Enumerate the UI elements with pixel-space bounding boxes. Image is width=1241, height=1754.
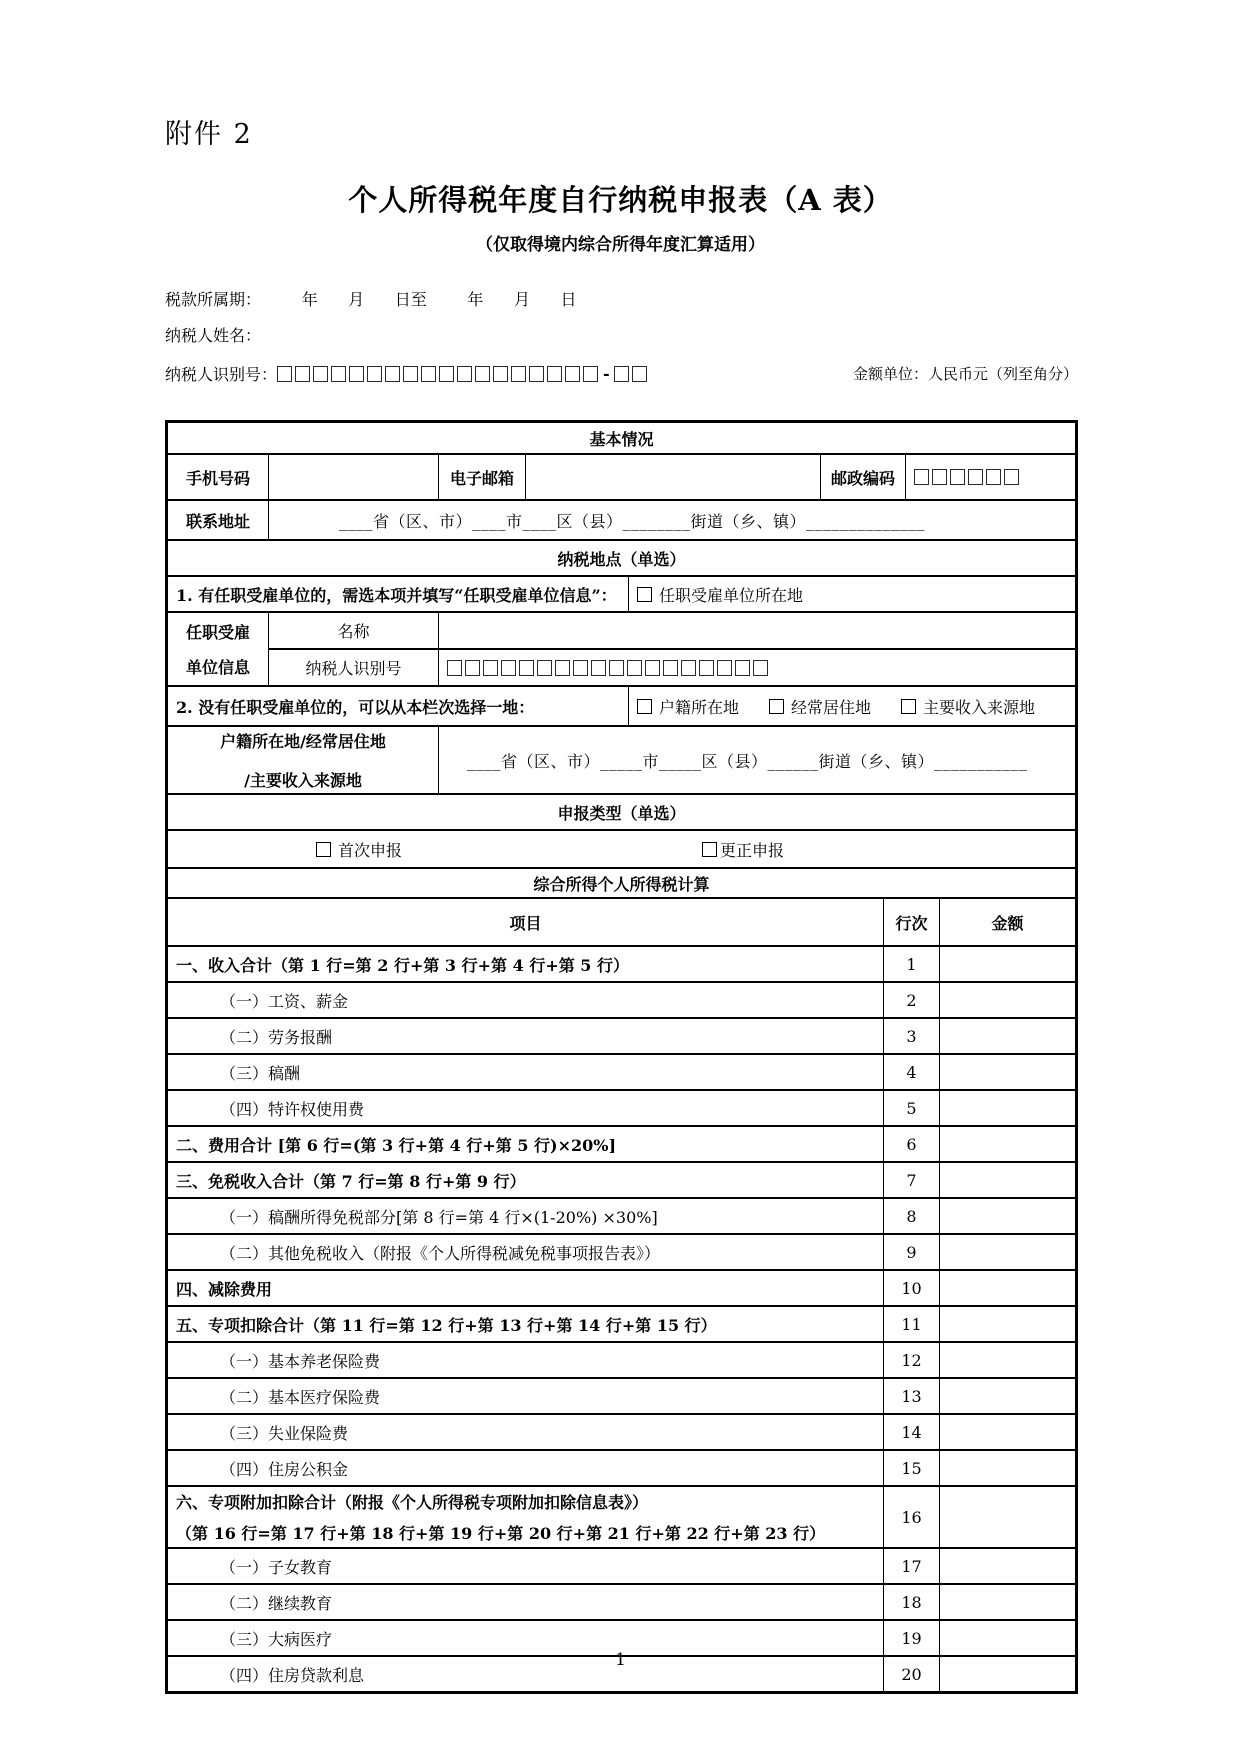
calc-item-11: 五、专项扣除合计（第 11 行=第 12 行+第 13 行+第 14 行+第 15 行） bbox=[176, 1315, 717, 1335]
calc-line-number-6: 6 bbox=[883, 1127, 939, 1161]
calc-line-number-4: 4 bbox=[883, 1055, 939, 1089]
digit-box[interactable] bbox=[609, 660, 624, 676]
employer-location-label: 任职受雇单位所在地 bbox=[659, 585, 804, 605]
calc-item-8: （一）稿酬所得免税部分[第 8 行=第 4 行×(1-20%) ×30%] bbox=[220, 1207, 658, 1227]
calc-amount-field-16[interactable] bbox=[939, 1487, 1075, 1547]
calc-line-number-3: 3 bbox=[883, 1019, 939, 1053]
employer-info-label-line1: 任职受雇 bbox=[185, 623, 250, 642]
digit-box[interactable] bbox=[645, 660, 660, 676]
calc-row-1 bbox=[168, 945, 1075, 981]
calc-row-10 bbox=[168, 1269, 1075, 1305]
calc-line-number-16: 16 bbox=[883, 1487, 939, 1547]
digit-box[interactable] bbox=[313, 366, 328, 382]
tax-location-option2-row bbox=[168, 685, 1075, 725]
digit-box[interactable] bbox=[295, 366, 310, 382]
digit-box[interactable] bbox=[583, 366, 598, 382]
address-field[interactable]: ____省（区、市）____市____区（县）________街道（乡、镇）______________ bbox=[268, 501, 1075, 539]
amount-unit-note: 金额单位：人民币元（列至角分） bbox=[852, 365, 1078, 383]
digit-box[interactable] bbox=[547, 366, 562, 382]
calc-header-row bbox=[168, 867, 1075, 897]
employer-info-row bbox=[168, 611, 1075, 685]
calc-line-number-15: 15 bbox=[883, 1451, 939, 1485]
taxpayer-id-suffix-boxes[interactable] bbox=[614, 366, 650, 382]
calc-line-number-8: 8 bbox=[883, 1199, 939, 1233]
digit-box[interactable] bbox=[681, 660, 696, 676]
digit-box[interactable] bbox=[968, 469, 983, 485]
digit-box[interactable] bbox=[573, 660, 588, 676]
digit-box[interactable] bbox=[565, 366, 580, 382]
form-meta bbox=[165, 287, 1078, 385]
calc-row-6 bbox=[168, 1125, 1075, 1161]
calc-amount-field-9[interactable] bbox=[939, 1235, 1075, 1269]
digit-box[interactable] bbox=[950, 469, 965, 485]
col-header-amount: 金额 bbox=[939, 899, 1075, 945]
digit-box[interactable] bbox=[663, 660, 678, 676]
taxpayer-id-boxes[interactable] bbox=[277, 366, 601, 382]
employer-id-boxgroup bbox=[447, 660, 771, 676]
first-declaration-option[interactable] bbox=[316, 838, 402, 861]
col-header-line: 行次 bbox=[883, 899, 939, 945]
calc-item-12: （一）基本养老保险费 bbox=[220, 1351, 381, 1371]
calc-item-14: （三）失业保险费 bbox=[220, 1423, 349, 1443]
calc-row-3 bbox=[168, 1017, 1075, 1053]
digit-box[interactable] bbox=[627, 660, 642, 676]
domicile-checkbox[interactable] bbox=[637, 699, 652, 714]
employer-name-field[interactable] bbox=[438, 613, 1075, 648]
calc-amount-field-18[interactable] bbox=[939, 1585, 1075, 1619]
postcode-label: 邮政编码 bbox=[820, 455, 905, 499]
taxpayer-name-line bbox=[165, 323, 1078, 346]
digit-box[interactable] bbox=[519, 660, 534, 676]
first-declaration-label: 首次申报 bbox=[338, 840, 403, 860]
digit-box[interactable] bbox=[932, 469, 947, 485]
tax-period-value-field[interactable]: 年 月 日至 年 月 日 bbox=[261, 290, 577, 309]
calc-row-14 bbox=[168, 1413, 1075, 1449]
digit-box[interactable] bbox=[447, 660, 462, 676]
calc-amount-field-5[interactable] bbox=[939, 1091, 1075, 1125]
calc-amount-field-2[interactable] bbox=[939, 983, 1075, 1017]
calc-amount-field-12[interactable] bbox=[939, 1343, 1075, 1377]
calc-line-number-18: 18 bbox=[883, 1585, 939, 1619]
residence-label-line1: 户籍所在地/经常居住地 bbox=[220, 732, 386, 751]
taxpayer-id-line bbox=[165, 362, 1078, 385]
digit-box[interactable] bbox=[457, 366, 472, 382]
calc-columns-row bbox=[168, 897, 1075, 945]
calc-item-16-line2: （第 16 行=第 17 行+第 18 行+第 19 行+第 20 行+第 21 行+第 22 行+第 23 行） bbox=[176, 1524, 826, 1543]
residence-label-line2: /主要收入来源地 bbox=[244, 771, 362, 790]
main-income-checkbox[interactable] bbox=[901, 699, 916, 714]
digit-box[interactable] bbox=[475, 366, 490, 382]
calc-row-12 bbox=[168, 1341, 1075, 1377]
calc-row-4 bbox=[168, 1053, 1075, 1089]
postcode-boxgroup bbox=[914, 469, 1022, 485]
habitual-residence-label: 经常居住地 bbox=[791, 697, 872, 717]
employer-location-option[interactable] bbox=[637, 583, 803, 606]
option2-text: 2. 没有任职受雇单位的，可以从本栏次选择一地： bbox=[176, 697, 535, 717]
calc-row-17 bbox=[168, 1547, 1075, 1583]
digit-box[interactable] bbox=[385, 366, 400, 382]
contact-row bbox=[168, 453, 1075, 499]
correction-declaration-label: 更正申报 bbox=[720, 840, 785, 860]
employer-name-row bbox=[268, 613, 1075, 648]
basic-info-header: 基本情况 bbox=[589, 429, 654, 449]
postcode-boxes[interactable] bbox=[905, 455, 1075, 499]
calc-row-13 bbox=[168, 1377, 1075, 1413]
calc-item-5: （四）特许权使用费 bbox=[220, 1099, 365, 1119]
calc-row-2 bbox=[168, 981, 1075, 1017]
calc-line-number-5: 5 bbox=[883, 1091, 939, 1125]
main-income-option[interactable] bbox=[901, 695, 1035, 718]
digit-box[interactable] bbox=[421, 366, 436, 382]
residence-label bbox=[168, 727, 438, 793]
calc-amount-field-3[interactable] bbox=[939, 1019, 1075, 1053]
tax-period-line bbox=[165, 287, 1078, 310]
tax-location-header: 纳税地点（单选） bbox=[557, 549, 686, 569]
mobile-field[interactable] bbox=[268, 455, 438, 499]
correction-declaration-option[interactable] bbox=[702, 838, 784, 861]
calc-item-7: 三、免税收入合计（第 7 行=第 8 行+第 9 行） bbox=[176, 1171, 526, 1191]
calc-item-2: （一）工资、薪金 bbox=[220, 991, 349, 1011]
domicile-option[interactable] bbox=[637, 695, 739, 718]
calc-amount-field-7[interactable] bbox=[939, 1163, 1075, 1197]
calc-item-10: 四、减除费用 bbox=[176, 1279, 273, 1299]
calc-line-number-12: 12 bbox=[883, 1343, 939, 1377]
calc-item-19: （三）大病医疗 bbox=[220, 1629, 333, 1649]
page-number: 1 bbox=[615, 1650, 626, 1670]
digit-box[interactable] bbox=[914, 469, 929, 485]
main-income-label: 主要收入来源地 bbox=[923, 697, 1036, 717]
employer-id-label: 纳税人识别号 bbox=[268, 650, 438, 685]
taxpayer-name-label: 纳税人姓名： bbox=[165, 326, 262, 345]
calc-amount-field-14[interactable] bbox=[939, 1415, 1075, 1449]
digit-box[interactable] bbox=[986, 469, 1001, 485]
calc-amount-field-6[interactable] bbox=[939, 1127, 1075, 1161]
taxpayer-id-label: 纳税人识别号： bbox=[165, 365, 278, 384]
habitual-residence-option[interactable] bbox=[769, 695, 871, 718]
calc-amount-field-10[interactable] bbox=[939, 1271, 1075, 1305]
calc-item-20: （四）住房贷款利息 bbox=[220, 1665, 365, 1685]
habitual-residence-checkbox[interactable] bbox=[769, 699, 784, 714]
calc-item-16 bbox=[168, 1487, 883, 1547]
residence-address-field[interactable]: ____省（区、市）_____市_____区（县）______街道（乡、镇）___________ bbox=[438, 727, 1075, 793]
calc-line-number-20: 20 bbox=[883, 1657, 939, 1691]
calc-amount-field-1[interactable] bbox=[939, 947, 1075, 981]
calc-item-6: 二、费用合计 [第 6 行=(第 3 行+第 4 行+第 5 行)×20%] bbox=[176, 1135, 617, 1155]
first-declaration-checkbox[interactable] bbox=[316, 842, 331, 857]
calc-row-7 bbox=[168, 1161, 1075, 1197]
calc-line-number-11: 11 bbox=[883, 1307, 939, 1341]
digit-box[interactable] bbox=[699, 660, 714, 676]
digit-box[interactable] bbox=[537, 660, 552, 676]
digit-box[interactable] bbox=[367, 366, 382, 382]
address-label: 联系地址 bbox=[185, 511, 250, 531]
basic-info-header-row bbox=[168, 423, 1075, 453]
calc-amount-field-17[interactable] bbox=[939, 1549, 1075, 1583]
digit-box[interactable] bbox=[483, 660, 498, 676]
digit-box[interactable] bbox=[555, 660, 570, 676]
calc-item-18: （二）继续教育 bbox=[220, 1593, 333, 1613]
option1-text: 1. 有任职受雇单位的，需选本项并填写“任职受雇单位信息”： bbox=[176, 585, 617, 605]
page-title: 个人所得税年度自行纳税申报表（A 表） bbox=[348, 183, 893, 217]
calc-row-8 bbox=[168, 1197, 1075, 1233]
employer-info-label-line2: 单位信息 bbox=[185, 658, 250, 677]
email-field[interactable] bbox=[525, 455, 820, 499]
calc-row-18 bbox=[168, 1583, 1075, 1619]
digit-box[interactable] bbox=[277, 366, 292, 382]
calc-item-13: （二）基本医疗保险费 bbox=[220, 1387, 381, 1407]
digit-box[interactable] bbox=[331, 366, 346, 382]
digit-box[interactable] bbox=[501, 660, 516, 676]
employer-id-boxes[interactable] bbox=[438, 650, 1075, 685]
digit-box[interactable] bbox=[753, 660, 768, 676]
calc-item-9: （二）其他免税收入（附报《个人所得税减免税事项报告表》） bbox=[220, 1243, 661, 1263]
option2-choices bbox=[628, 687, 1075, 725]
digit-box[interactable] bbox=[403, 366, 418, 382]
email-label: 电子邮箱 bbox=[438, 455, 525, 499]
residence-address-row bbox=[168, 725, 1075, 793]
digit-box[interactable] bbox=[1004, 469, 1019, 485]
tax-location-header-row bbox=[168, 539, 1075, 575]
calc-amount-field-15[interactable] bbox=[939, 1451, 1075, 1485]
calc-line-number-13: 13 bbox=[883, 1379, 939, 1413]
calc-item-15: （四）住房公积金 bbox=[220, 1459, 349, 1479]
calc-line-number-1: 1 bbox=[883, 947, 939, 981]
digit-box[interactable] bbox=[529, 366, 544, 382]
mobile-label: 手机号码 bbox=[185, 468, 250, 488]
option1-choice bbox=[628, 577, 1075, 611]
address-row bbox=[168, 499, 1075, 539]
calc-row-16 bbox=[168, 1485, 1075, 1547]
calc-row-5 bbox=[168, 1089, 1075, 1125]
employer-name-label: 名称 bbox=[268, 613, 438, 648]
col-header-item: 项目 bbox=[509, 913, 542, 933]
calc-header: 综合所得个人所得税计算 bbox=[533, 874, 710, 894]
calc-item-4: （三）稿酬 bbox=[220, 1063, 301, 1083]
digit-box[interactable] bbox=[717, 660, 732, 676]
declaration-type-row bbox=[168, 829, 1075, 867]
calc-line-number-9: 9 bbox=[883, 1235, 939, 1269]
digit-box[interactable] bbox=[591, 660, 606, 676]
digit-box[interactable] bbox=[632, 366, 647, 382]
calc-rows-container bbox=[168, 945, 1075, 1691]
calc-item-1: 一、收入合计（第 1 行=第 2 行+第 3 行+第 4 行+第 5 行） bbox=[176, 955, 629, 975]
domicile-label: 户籍所在地 bbox=[659, 697, 740, 717]
digit-box[interactable] bbox=[439, 366, 454, 382]
declaration-type-options bbox=[168, 831, 1075, 867]
digit-box[interactable] bbox=[349, 366, 364, 382]
digit-box[interactable] bbox=[493, 366, 508, 382]
calc-amount-field-11[interactable] bbox=[939, 1307, 1075, 1341]
digit-box[interactable] bbox=[465, 660, 480, 676]
tax-location-option1-row bbox=[168, 575, 1075, 611]
taxpayer-id-dash: - bbox=[603, 364, 610, 383]
calc-amount-field-13[interactable] bbox=[939, 1379, 1075, 1413]
employer-info-label bbox=[168, 613, 268, 685]
digit-box[interactable] bbox=[511, 366, 526, 382]
calc-row-9 bbox=[168, 1233, 1075, 1269]
calc-row-11 bbox=[168, 1305, 1075, 1341]
attachment-label: 附件 2 bbox=[165, 119, 253, 150]
correction-declaration-checkbox[interactable] bbox=[702, 842, 717, 857]
calc-row-15 bbox=[168, 1449, 1075, 1485]
tax-period-label: 税款所属期： bbox=[165, 290, 262, 309]
calc-line-number-14: 14 bbox=[883, 1415, 939, 1449]
calc-item-17: （一）子女教育 bbox=[220, 1557, 333, 1577]
calc-line-number-10: 10 bbox=[883, 1271, 939, 1305]
digit-box[interactable] bbox=[614, 366, 629, 382]
calc-item-16-line1: 六、专项附加扣除合计（附报《个人所得税专项附加扣除信息表》） bbox=[176, 1493, 649, 1512]
calc-line-number-17: 17 bbox=[883, 1549, 939, 1583]
calc-amount-field-8[interactable] bbox=[939, 1199, 1075, 1233]
calc-line-number-2: 2 bbox=[883, 983, 939, 1017]
page-subtitle: （仅取得境内综合所得年度汇算适用） bbox=[476, 235, 765, 255]
declaration-type-header: 申报类型（单选） bbox=[557, 803, 686, 823]
calc-amount-field-4[interactable] bbox=[939, 1055, 1075, 1089]
calc-item-3: （二）劳务报酬 bbox=[220, 1027, 333, 1047]
employer-id-row bbox=[268, 648, 1075, 685]
calc-line-number-7: 7 bbox=[883, 1163, 939, 1197]
digit-box[interactable] bbox=[735, 660, 750, 676]
employer-location-checkbox[interactable] bbox=[637, 587, 652, 602]
form-table bbox=[165, 420, 1078, 1694]
declaration-type-header-row bbox=[168, 793, 1075, 829]
calc-line-number-19: 19 bbox=[883, 1621, 939, 1655]
